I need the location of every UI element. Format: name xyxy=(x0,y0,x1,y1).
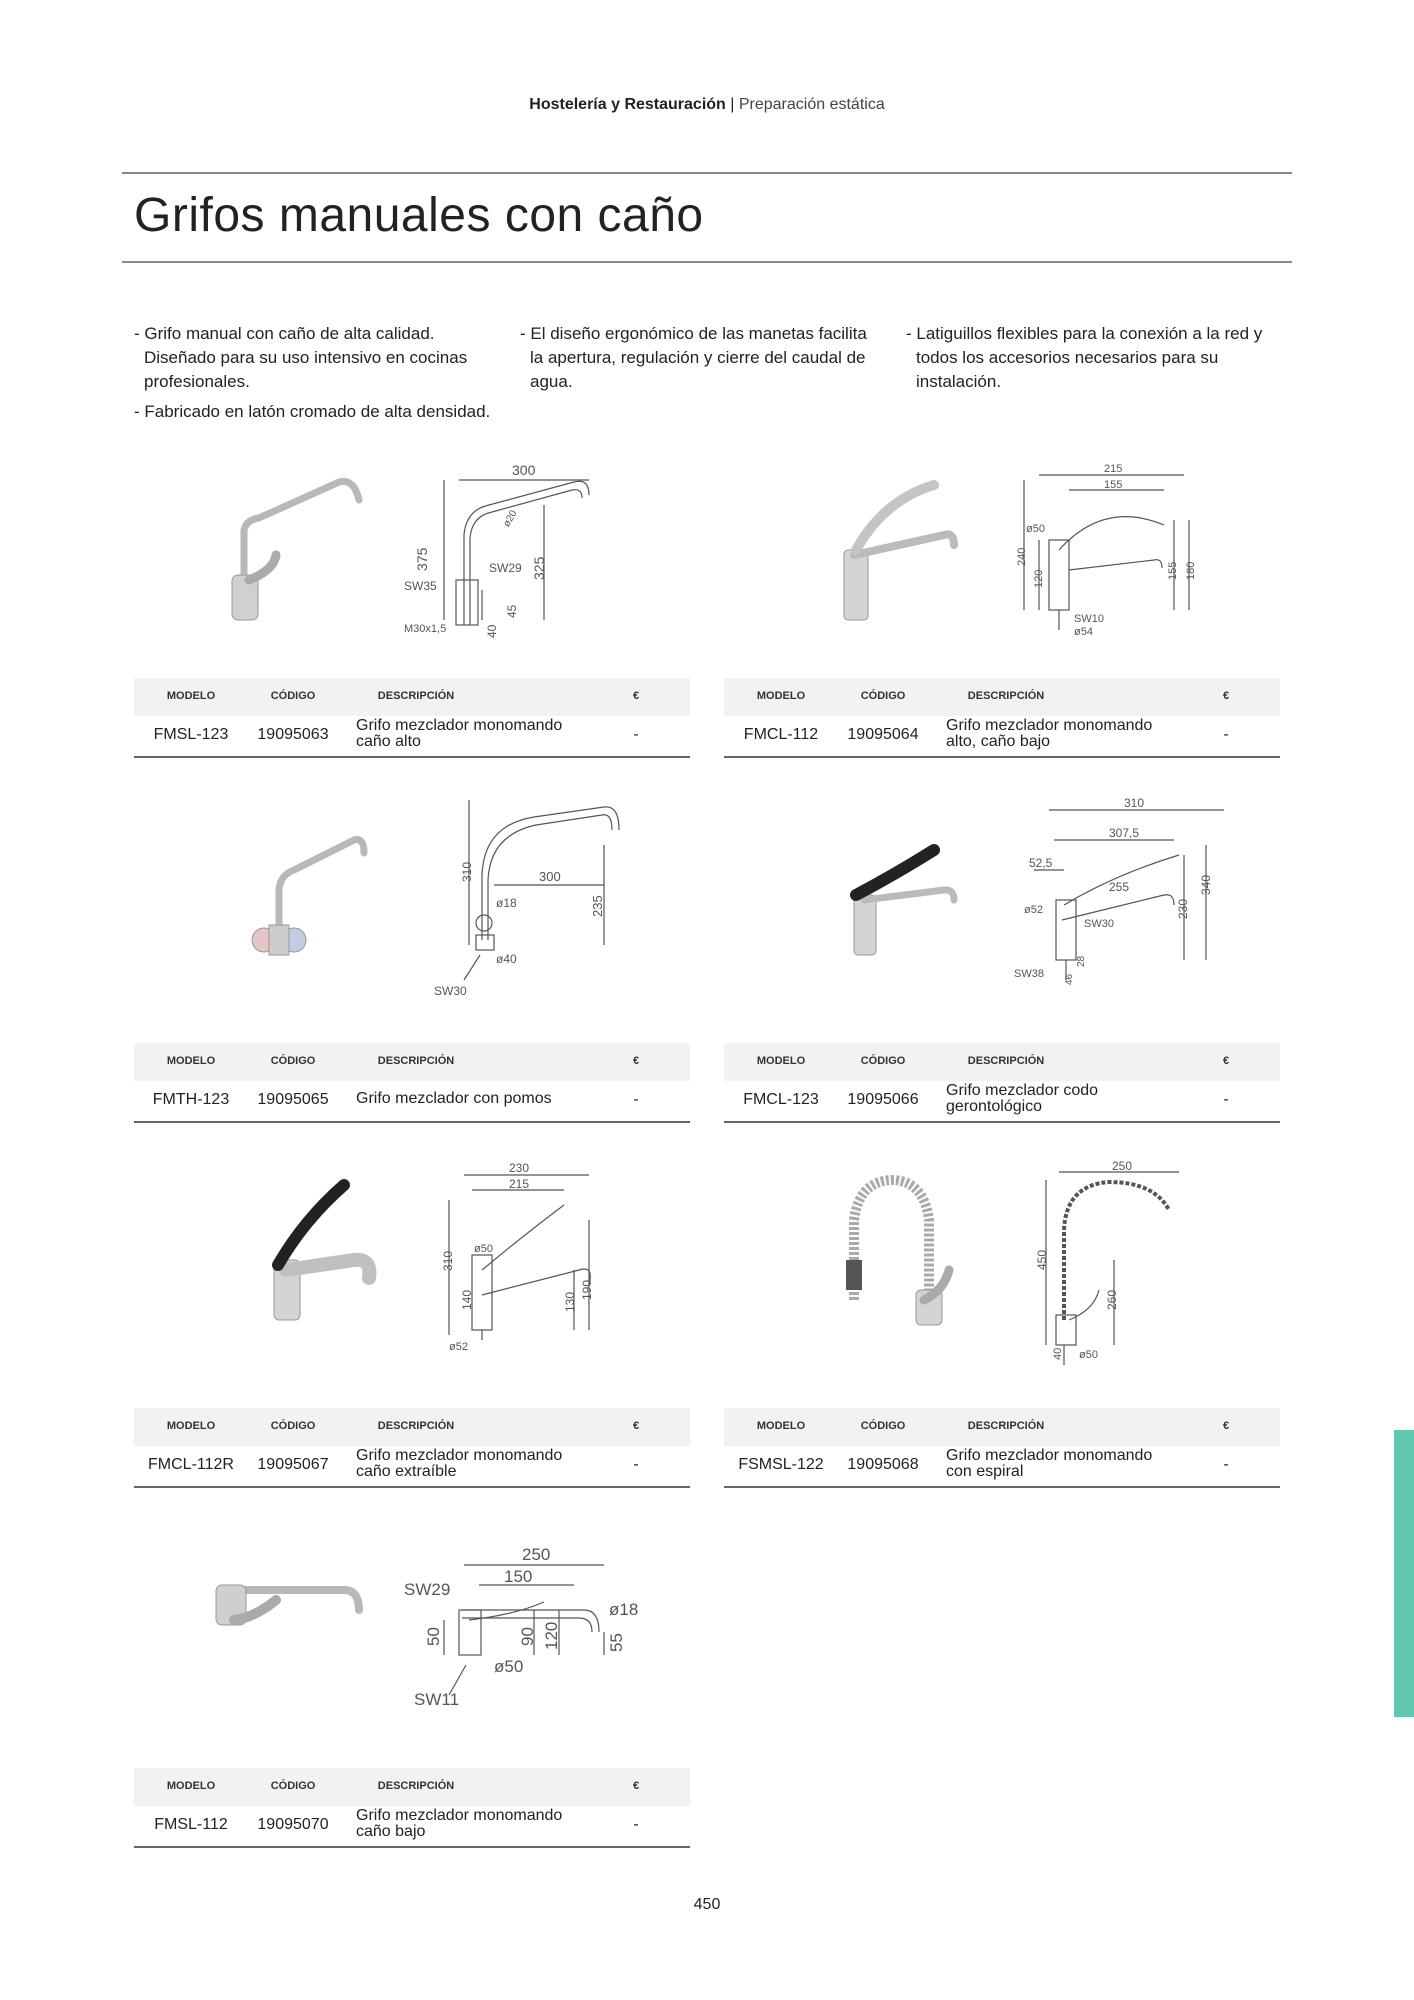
technical-drawing xyxy=(404,795,654,1005)
dimension-label: 40 xyxy=(485,624,499,638)
column-header-code: CÓDIGO xyxy=(270,1420,316,1432)
dimension-label: M30x1,5 xyxy=(404,623,447,635)
dimension-label: 50 xyxy=(424,1627,443,1646)
product-fmcl-123 xyxy=(724,795,1280,1125)
code-cell: 19095065 xyxy=(257,1091,329,1108)
column-header-code: CÓDIGO xyxy=(860,1055,906,1067)
dimension-label: 52,5 xyxy=(1029,856,1053,870)
description-line: Grifo mezclador monomando xyxy=(356,1447,563,1464)
column-header-price: € xyxy=(1222,690,1230,702)
price-cell: - xyxy=(1223,1456,1229,1473)
intro-bullet: - Grifo manual con caño de alta calidad. Diseñado para su uso intensivo en cocinas profesionales. xyxy=(134,324,468,391)
dimension-label: 40 xyxy=(1052,1347,1064,1360)
description-line: caño bajo xyxy=(356,1823,426,1840)
dimension-label: 55 xyxy=(607,1633,626,1652)
description-line: Grifo mezclador monomando xyxy=(946,1447,1153,1464)
description-line: con espiral xyxy=(946,1463,1024,1480)
spec-table xyxy=(724,1043,1280,1123)
column-header-price: € xyxy=(1222,1420,1230,1432)
code-cell: 19095066 xyxy=(847,1091,919,1108)
faucet-photo xyxy=(194,795,384,985)
model-cell: FMSL-123 xyxy=(153,726,229,743)
dimension-label: 250 xyxy=(522,1545,551,1564)
technical-drawing xyxy=(404,1160,654,1370)
technical-drawing xyxy=(994,460,1244,640)
intro-column-2 xyxy=(520,322,880,400)
column-header-description: DESCRIPCIÓN xyxy=(967,1420,1045,1432)
faucet-photo xyxy=(784,795,974,985)
model-cell: FMTH-123 xyxy=(152,1091,230,1108)
code-cell: 19095064 xyxy=(847,726,919,743)
description-line: Grifo mezclador con pomos xyxy=(356,1090,552,1107)
column-header-price: € xyxy=(632,1055,640,1067)
price-cell: - xyxy=(1223,726,1229,743)
spec-table-header xyxy=(134,1768,690,1806)
price-cell: - xyxy=(633,1091,639,1108)
model-cell: FMCL-123 xyxy=(743,1091,819,1108)
spec-table-header xyxy=(134,1043,690,1081)
column-header-description: DESCRIPCIÓN xyxy=(377,690,455,702)
model-cell: FMCL-112 xyxy=(743,726,819,743)
dimension-label: 28 xyxy=(1076,955,1087,967)
column-header-description: DESCRIPCIÓN xyxy=(967,690,1045,702)
column-header-code: CÓDIGO xyxy=(270,690,316,702)
dimension-label: 300 xyxy=(512,462,536,478)
technical-drawing xyxy=(994,1160,1244,1370)
description-line: gerontológico xyxy=(946,1098,1043,1115)
description-cell xyxy=(356,1448,616,1480)
dimension-label: 340 xyxy=(1199,874,1213,895)
column-header-code: CÓDIGO xyxy=(860,1420,906,1432)
description-line: Grifo mezclador monomando xyxy=(356,717,563,734)
code-cell: 19095068 xyxy=(847,1456,919,1473)
column-header-price: € xyxy=(1222,1055,1230,1067)
dimension-label: 307,5 xyxy=(1109,826,1140,840)
dimension-label: 150 xyxy=(504,1567,533,1586)
faucet-photo xyxy=(194,1160,384,1350)
dimension-label: 255 xyxy=(1109,880,1130,894)
dimension-label: 215 xyxy=(509,1177,530,1191)
dimension-label: 375 xyxy=(414,547,430,571)
spec-table xyxy=(134,1408,690,1488)
dimension-label: ø50 xyxy=(494,1657,524,1676)
dimension-label: ø50 xyxy=(1026,523,1045,535)
faucet-photo xyxy=(194,460,384,630)
intro-column-3 xyxy=(906,322,1276,400)
table-row xyxy=(724,716,1280,758)
product-fmth-123 xyxy=(134,795,690,1125)
dimension-label: 155 xyxy=(1167,561,1179,580)
spec-table xyxy=(724,1408,1280,1488)
column-header-model: MODELO xyxy=(166,1055,216,1067)
column-header-description: DESCRIPCIÓN xyxy=(967,1055,1045,1067)
column-header-model: MODELO xyxy=(166,1420,216,1432)
column-header-model: MODELO xyxy=(166,690,216,702)
column-header-model: MODELO xyxy=(756,690,806,702)
table-row xyxy=(724,1081,1280,1123)
dimension-label: ø18 xyxy=(609,1600,639,1619)
dimension-label: 120 xyxy=(1033,569,1045,588)
dimension-label: 310 xyxy=(441,1250,455,1271)
column-header-price: € xyxy=(632,1420,640,1432)
dimension-label: 190 xyxy=(580,1279,594,1300)
dimension-label: 46 xyxy=(1064,973,1075,985)
table-row xyxy=(134,1446,690,1488)
dimension-label: 155 xyxy=(1104,479,1123,491)
model-cell: FMCL-112R xyxy=(148,1456,234,1473)
spec-table-header xyxy=(724,678,1280,716)
dimension-label: SW30 xyxy=(1084,918,1114,930)
dimension-label: SW29 xyxy=(489,561,522,575)
dimension-label: 260 xyxy=(1105,1289,1119,1310)
dimension-label: 250 xyxy=(1112,1160,1133,1173)
dimension-label: 450 xyxy=(1035,1249,1049,1270)
dimension-label: ø50 xyxy=(1079,1349,1098,1361)
dimension-label: 45 xyxy=(505,604,519,618)
spec-table-header xyxy=(134,678,690,716)
dimension-label: 180 xyxy=(1185,561,1197,580)
column-header-model: MODELO xyxy=(756,1420,806,1432)
description-line: caño extraíble xyxy=(356,1463,457,1480)
spec-table-header xyxy=(134,1408,690,1446)
model-cell: FSMSL-122 xyxy=(738,1456,824,1473)
description-line: Grifo mezclador monomando xyxy=(356,1807,563,1824)
dimension-label: ø40 xyxy=(496,952,517,966)
dimension-label: ø54 xyxy=(1074,626,1093,638)
technical-drawing xyxy=(404,460,654,640)
dimension-label: SW30 xyxy=(434,984,467,998)
price-cell: - xyxy=(1223,1091,1229,1108)
product-fmsl-123 xyxy=(134,460,690,760)
dimension-label: ø50 xyxy=(474,1243,493,1255)
dimension-label: SW29 xyxy=(404,1580,451,1599)
code-cell: 19095063 xyxy=(257,726,329,743)
title-bottom-rule xyxy=(122,261,1292,263)
product-fmcl-112 xyxy=(724,460,1280,760)
column-header-description: DESCRIPCIÓN xyxy=(377,1780,455,1792)
dimension-label: 215 xyxy=(1104,463,1123,475)
description-cell xyxy=(946,1083,1206,1115)
description-cell xyxy=(356,718,616,750)
spec-table-header xyxy=(724,1043,1280,1081)
dimension-label: SW35 xyxy=(404,579,437,593)
description-line: Grifo mezclador monomando xyxy=(946,717,1153,734)
intro-bullet: - Fabricado en latón cromado de alta densidad. xyxy=(134,402,491,421)
column-header-description: DESCRIPCIÓN xyxy=(377,1055,455,1067)
intro-bullet: - El diseño ergonómico de las manetas facilita la apertura, regulación y cierre del caudal de agua. xyxy=(520,324,867,391)
description-line: caño alto xyxy=(356,733,421,750)
dimension-label: 325 xyxy=(531,556,547,580)
description-cell xyxy=(356,1091,616,1107)
dimension-label: 90 xyxy=(518,1627,537,1646)
description-cell xyxy=(356,1808,616,1840)
header-section: Hostelería y Restauración xyxy=(529,96,726,113)
spec-table xyxy=(134,1768,690,1848)
price-cell: - xyxy=(633,726,639,743)
column-header-description: DESCRIPCIÓN xyxy=(377,1420,455,1432)
product-fmsl-112 xyxy=(134,1540,690,1860)
dimension-label: ø18 xyxy=(496,896,517,910)
running-header xyxy=(0,96,1414,114)
dimension-label: SW11 xyxy=(414,1690,460,1709)
dimension-label: SW38 xyxy=(1014,968,1044,980)
intro-bullet: - Latiguillos flexibles para la conexión a la red y todos los accesorios necesarios para su instalación. xyxy=(906,324,1263,391)
dimension-label: 300 xyxy=(539,869,561,884)
dimension-label: 310 xyxy=(460,861,474,882)
column-header-model: MODELO xyxy=(166,1780,216,1792)
technical-drawing xyxy=(994,795,1244,1005)
faucet-photo xyxy=(784,460,974,630)
dimension-label: SW10 xyxy=(1074,613,1104,625)
dimension-label: ø52 xyxy=(449,1341,468,1353)
page-title: Grifos manuales con caño xyxy=(134,189,704,242)
dimension-label: 230 xyxy=(509,1161,530,1175)
dimension-label: 240 xyxy=(1016,547,1028,566)
column-header-code: CÓDIGO xyxy=(860,690,906,702)
description-line: alto, caño bajo xyxy=(946,733,1051,750)
table-row xyxy=(134,1081,690,1123)
dimension-label: 235 xyxy=(590,895,605,917)
page-number: 450 xyxy=(693,1896,721,1913)
column-header-code: CÓDIGO xyxy=(270,1055,316,1067)
price-cell: - xyxy=(633,1456,639,1473)
dimension-label: 230 xyxy=(1176,898,1190,919)
faucet-photo xyxy=(784,1160,974,1350)
code-cell: 19095070 xyxy=(257,1816,329,1833)
description-line: Grifo mezclador codo xyxy=(946,1082,1099,1099)
dimension-label: ø20 xyxy=(501,508,520,529)
product-fmcl-112r xyxy=(134,1160,690,1490)
table-row xyxy=(134,1806,690,1848)
column-header-price: € xyxy=(632,690,640,702)
column-header-model: MODELO xyxy=(756,1055,806,1067)
price-cell: - xyxy=(633,1816,639,1833)
product-fsmsl-122 xyxy=(724,1160,1280,1490)
section-tab xyxy=(1394,1430,1414,1717)
model-cell: FMSL-112 xyxy=(154,1816,228,1833)
technical-drawing xyxy=(404,1540,654,1720)
spec-table-header xyxy=(724,1408,1280,1446)
dimension-label: ø52 xyxy=(1024,904,1043,916)
spec-table xyxy=(724,678,1280,758)
dimension-label: 120 xyxy=(542,1621,561,1650)
header-separator: | xyxy=(725,96,739,113)
dimension-label: 140 xyxy=(460,1289,474,1310)
description-cell xyxy=(946,718,1206,750)
dimension-label: 310 xyxy=(1124,796,1145,810)
spec-table xyxy=(134,678,690,758)
faucet-photo xyxy=(194,1540,384,1700)
intro-column-1 xyxy=(134,322,509,430)
code-cell: 19095067 xyxy=(257,1456,329,1473)
table-row xyxy=(724,1446,1280,1488)
description-cell xyxy=(946,1448,1206,1480)
table-row xyxy=(134,716,690,758)
title-top-rule xyxy=(122,172,1292,174)
header-subsection: Preparación estática xyxy=(738,96,885,113)
dimension-label: 130 xyxy=(563,1291,577,1312)
column-header-price: € xyxy=(632,1780,640,1792)
spec-table xyxy=(134,1043,690,1123)
column-header-code: CÓDIGO xyxy=(270,1780,316,1792)
